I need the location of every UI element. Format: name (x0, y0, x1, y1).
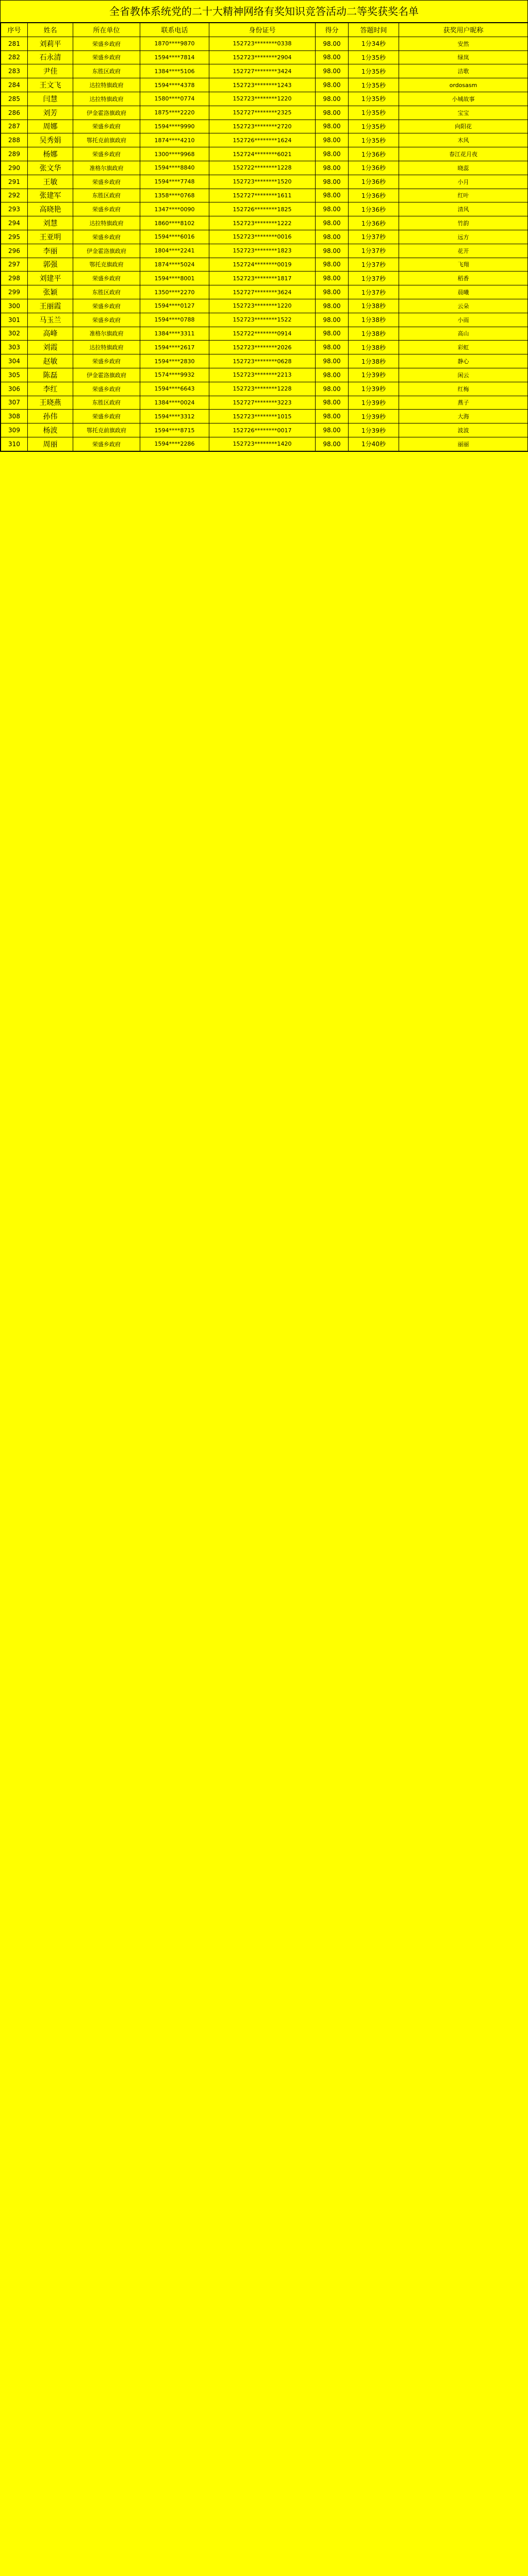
row-time: 1分37秒 (349, 272, 399, 285)
row-nickname: 花开 (399, 244, 528, 258)
row-nickname: 小月 (399, 175, 528, 189)
row-index: 291 (1, 175, 28, 189)
row-nickname: 洁歌 (399, 64, 528, 78)
row-time: 1分40秒 (349, 437, 399, 451)
row-name: 张颖 (28, 285, 73, 299)
row-score: 98.00 (316, 313, 349, 327)
row-idno: 152723********2904 (209, 50, 316, 64)
table-row (1, 133, 528, 147)
table-body (1, 37, 528, 451)
row-phone: 1580****0774 (140, 92, 209, 106)
row-idno: 152723********1817 (209, 272, 316, 285)
row-index: 298 (1, 272, 28, 285)
row-unit: 达拉特旗政府 (73, 92, 140, 106)
row-time: 1分38秒 (349, 327, 399, 341)
row-nickname: 清风 (399, 202, 528, 216)
row-unit: 荣盛乡政府 (73, 37, 140, 50)
header-score: 得分 (316, 23, 349, 37)
row-idno: 152723********1220 (209, 299, 316, 313)
row-time: 1分36秒 (349, 161, 399, 175)
row-phone: 1594****2830 (140, 354, 209, 368)
table-row (1, 327, 528, 341)
row-nickname: 云朵 (399, 299, 528, 313)
row-score: 98.00 (316, 299, 349, 313)
row-score: 98.00 (316, 410, 349, 423)
row-score: 98.00 (316, 272, 349, 285)
row-index: 290 (1, 161, 28, 175)
row-time: 1分36秒 (349, 147, 399, 161)
row-phone: 1874****4210 (140, 133, 209, 147)
row-time: 1分35秒 (349, 92, 399, 106)
row-idno: 152723********2720 (209, 120, 316, 133)
row-idno: 152726********1825 (209, 202, 316, 216)
table-row (1, 272, 528, 285)
row-phone: 1594****0127 (140, 299, 209, 313)
row-score: 98.00 (316, 396, 349, 410)
row-nickname: 宝宝 (399, 106, 528, 120)
row-phone: 1384****3311 (140, 327, 209, 341)
row-time: 1分37秒 (349, 244, 399, 258)
row-score: 98.00 (316, 64, 349, 78)
row-idno: 152726********0017 (209, 423, 316, 437)
row-idno: 152723********1522 (209, 313, 316, 327)
row-nickname: 竹韵 (399, 216, 528, 230)
row-phone: 1860****8102 (140, 216, 209, 230)
row-score: 98.00 (316, 133, 349, 147)
row-name: 王敏 (28, 175, 73, 189)
row-index: 305 (1, 368, 28, 382)
row-unit: 荣盛乡政府 (73, 272, 140, 285)
row-time: 1分37秒 (349, 285, 399, 299)
row-unit: 荣盛乡政府 (73, 175, 140, 189)
row-name: 周丽 (28, 437, 73, 451)
row-time: 1分39秒 (349, 423, 399, 437)
row-index: 303 (1, 341, 28, 354)
row-nickname: 小城故事 (399, 92, 528, 106)
row-score: 98.00 (316, 106, 349, 120)
header-time: 答题时间 (349, 23, 399, 37)
row-nickname: 远方 (399, 230, 528, 244)
table-row (1, 258, 528, 272)
row-idno: 152723********2213 (209, 368, 316, 382)
row-idno: 152723********1243 (209, 78, 316, 92)
row-name: 刘霞 (28, 341, 73, 354)
table-row (1, 202, 528, 216)
row-unit: 伊金霍洛旗政府 (73, 106, 140, 120)
award-list-sheet (0, 0, 528, 452)
row-nickname: 安然 (399, 37, 528, 50)
page-title: 全省教体系统党的二十大精神网络有奖知识竞答活动二等奖获奖名单 (1, 1, 527, 23)
row-name: 张建军 (28, 189, 73, 202)
row-unit: 伊金霍洛旗政府 (73, 244, 140, 258)
row-score: 98.00 (316, 37, 349, 50)
row-index: 304 (1, 354, 28, 368)
header-phone: 联系电话 (140, 23, 209, 37)
row-index: 293 (1, 202, 28, 216)
row-phone: 1384****0024 (140, 396, 209, 410)
row-score: 98.00 (316, 120, 349, 133)
row-unit: 准格尔旗政府 (73, 161, 140, 175)
row-unit: 达拉特旗政府 (73, 78, 140, 92)
row-index: 282 (1, 50, 28, 64)
row-unit: 荣盛乡政府 (73, 382, 140, 396)
row-phone: 1300****9968 (140, 147, 209, 161)
row-index: 309 (1, 423, 28, 437)
row-index: 294 (1, 216, 28, 230)
row-index: 302 (1, 327, 28, 341)
row-nickname: 彩虹 (399, 341, 528, 354)
row-name: 王文飞 (28, 78, 73, 92)
row-idno: 152723********1520 (209, 175, 316, 189)
row-nickname: 波波 (399, 423, 528, 437)
header-idno: 身份证号 (209, 23, 316, 37)
row-index: 286 (1, 106, 28, 120)
row-name: 吴秀娟 (28, 133, 73, 147)
row-nickname: 稻香 (399, 272, 528, 285)
row-score: 98.00 (316, 50, 349, 64)
row-unit: 荣盛乡政府 (73, 437, 140, 451)
row-phone: 1594****9990 (140, 120, 209, 133)
row-name: 杨波 (28, 423, 73, 437)
row-index: 295 (1, 230, 28, 244)
row-phone: 1594****2617 (140, 341, 209, 354)
row-name: 李红 (28, 382, 73, 396)
row-score: 98.00 (316, 175, 349, 189)
row-phone: 1594****7748 (140, 175, 209, 189)
table-header-row (1, 23, 528, 37)
row-time: 1分35秒 (349, 78, 399, 92)
row-nickname: 高山 (399, 327, 528, 341)
row-nickname: 飞翔 (399, 258, 528, 272)
row-unit: 荣盛乡政府 (73, 354, 140, 368)
table-row (1, 216, 528, 230)
row-name: 刘芳 (28, 106, 73, 120)
row-score: 98.00 (316, 92, 349, 106)
table-row (1, 189, 528, 202)
row-time: 1分38秒 (349, 313, 399, 327)
table-row (1, 423, 528, 437)
row-name: 尹佳 (28, 64, 73, 78)
row-time: 1分36秒 (349, 202, 399, 216)
header-unit: 所在单位 (73, 23, 140, 37)
row-score: 98.00 (316, 78, 349, 92)
row-nickname: ordosasm (399, 78, 528, 92)
row-unit: 荣盛乡政府 (73, 120, 140, 133)
row-nickname: 晓蕊 (399, 161, 528, 175)
row-nickname: 向阳花 (399, 120, 528, 133)
row-phone: 1350****2270 (140, 285, 209, 299)
row-name: 刘建平 (28, 272, 73, 285)
row-time: 1分35秒 (349, 133, 399, 147)
row-score: 98.00 (316, 341, 349, 354)
header-name: 姓名 (28, 23, 73, 37)
row-idno: 152723********1220 (209, 92, 316, 106)
table-row (1, 244, 528, 258)
row-index: 283 (1, 64, 28, 78)
row-unit: 荣盛乡政府 (73, 50, 140, 64)
row-nickname: 红叶 (399, 189, 528, 202)
row-time: 1分34秒 (349, 37, 399, 50)
row-phone: 1870****9870 (140, 37, 209, 50)
row-phone: 1594****8715 (140, 423, 209, 437)
row-unit: 荣盛乡政府 (73, 202, 140, 216)
row-time: 1分39秒 (349, 396, 399, 410)
row-index: 308 (1, 410, 28, 423)
table-row (1, 299, 528, 313)
row-idno: 152727********3624 (209, 285, 316, 299)
table-row (1, 354, 528, 368)
row-unit: 鄂托克前旗政府 (73, 133, 140, 147)
row-name: 王丽霞 (28, 299, 73, 313)
row-score: 98.00 (316, 216, 349, 230)
table-row (1, 230, 528, 244)
table-row (1, 50, 528, 64)
row-unit: 荣盛乡政府 (73, 299, 140, 313)
row-time: 1分37秒 (349, 230, 399, 244)
header-index: 序号 (1, 23, 28, 37)
row-index: 289 (1, 147, 28, 161)
row-idno: 152726********1624 (209, 133, 316, 147)
row-phone: 1594****2286 (140, 437, 209, 451)
row-phone: 1574****9932 (140, 368, 209, 382)
row-time: 1分38秒 (349, 354, 399, 368)
row-idno: 152723********0016 (209, 230, 316, 244)
table-row (1, 161, 528, 175)
row-idno: 152727********3424 (209, 64, 316, 78)
row-score: 98.00 (316, 161, 349, 175)
row-unit: 荣盛乡政府 (73, 410, 140, 423)
row-time: 1分35秒 (349, 64, 399, 78)
row-name: 郭强 (28, 258, 73, 272)
row-time: 1分39秒 (349, 368, 399, 382)
row-unit: 东胜区政府 (73, 396, 140, 410)
row-index: 284 (1, 78, 28, 92)
table-row (1, 396, 528, 410)
table-row (1, 92, 528, 106)
row-name: 王亚明 (28, 230, 73, 244)
row-unit: 鄂托克旗政府 (73, 258, 140, 272)
row-idno: 152723********2026 (209, 341, 316, 354)
row-idno: 152727********1611 (209, 189, 316, 202)
row-phone: 1594****6643 (140, 382, 209, 396)
row-score: 98.00 (316, 368, 349, 382)
row-phone: 1358****0768 (140, 189, 209, 202)
row-name: 陈磊 (28, 368, 73, 382)
row-idno: 152723********1823 (209, 244, 316, 258)
row-time: 1分39秒 (349, 410, 399, 423)
row-nickname: 燕子 (399, 396, 528, 410)
row-time: 1分38秒 (349, 299, 399, 313)
row-unit: 荣盛乡政府 (73, 147, 140, 161)
row-unit: 东胜区政府 (73, 285, 140, 299)
row-idno: 152723********1015 (209, 410, 316, 423)
row-score: 98.00 (316, 327, 349, 341)
header-nickname: 获奖用户昵称 (399, 23, 528, 37)
row-name: 高峰 (28, 327, 73, 341)
row-score: 98.00 (316, 437, 349, 451)
row-idno: 152722********0914 (209, 327, 316, 341)
row-phone: 1594****8001 (140, 272, 209, 285)
row-phone: 1594****6016 (140, 230, 209, 244)
row-nickname: 绿岚 (399, 50, 528, 64)
row-phone: 1804****2241 (140, 244, 209, 258)
row-name: 马玉兰 (28, 313, 73, 327)
row-name: 周娜 (28, 120, 73, 133)
row-index: 306 (1, 382, 28, 396)
row-phone: 1874****5024 (140, 258, 209, 272)
row-name: 孙伟 (28, 410, 73, 423)
row-nickname: 晨曦 (399, 285, 528, 299)
row-index: 292 (1, 189, 28, 202)
table-row (1, 175, 528, 189)
row-unit: 东胜区政府 (73, 64, 140, 78)
row-name: 刘莉平 (28, 37, 73, 50)
row-nickname: 闲云 (399, 368, 528, 382)
table-row (1, 120, 528, 133)
table-row (1, 341, 528, 354)
row-idno: 152723********0628 (209, 354, 316, 368)
row-unit: 荣盛乡政府 (73, 313, 140, 327)
row-idno: 152722********1228 (209, 161, 316, 175)
row-nickname: 春江花月夜 (399, 147, 528, 161)
table-row (1, 64, 528, 78)
row-nickname: 大海 (399, 410, 528, 423)
row-phone: 1594****4378 (140, 78, 209, 92)
row-nickname: 红梅 (399, 382, 528, 396)
row-index: 297 (1, 258, 28, 272)
row-name: 赵敏 (28, 354, 73, 368)
row-name: 高晓艳 (28, 202, 73, 216)
row-index: 310 (1, 437, 28, 451)
row-idno: 152727********2325 (209, 106, 316, 120)
row-phone: 1875****2220 (140, 106, 209, 120)
row-name: 石永清 (28, 50, 73, 64)
table-row (1, 313, 528, 327)
row-time: 1分36秒 (349, 216, 399, 230)
row-score: 98.00 (316, 285, 349, 299)
row-idno: 152723********0338 (209, 37, 316, 50)
row-index: 285 (1, 92, 28, 106)
row-nickname: 丽丽 (399, 437, 528, 451)
row-score: 98.00 (316, 189, 349, 202)
row-unit: 达拉特旗政府 (73, 216, 140, 230)
row-index: 307 (1, 396, 28, 410)
row-score: 98.00 (316, 382, 349, 396)
row-nickname: 木风 (399, 133, 528, 147)
row-score: 98.00 (316, 202, 349, 216)
row-unit: 准格尔旗政府 (73, 327, 140, 341)
table-row (1, 382, 528, 396)
row-index: 300 (1, 299, 28, 313)
row-score: 98.00 (316, 354, 349, 368)
row-idno: 152723********1420 (209, 437, 316, 451)
row-phone: 1594****0788 (140, 313, 209, 327)
row-idno: 152723********1228 (209, 382, 316, 396)
row-score: 98.00 (316, 258, 349, 272)
row-name: 张文华 (28, 161, 73, 175)
row-time: 1分35秒 (349, 120, 399, 133)
row-name: 闫慧 (28, 92, 73, 106)
row-time: 1分35秒 (349, 50, 399, 64)
row-nickname: 小雨 (399, 313, 528, 327)
row-name: 刘慧 (28, 216, 73, 230)
table-row (1, 37, 528, 50)
row-unit: 达拉特旗政府 (73, 341, 140, 354)
row-name: 杨娜 (28, 147, 73, 161)
row-time: 1分35秒 (349, 106, 399, 120)
row-phone: 1594****8840 (140, 161, 209, 175)
table-row (1, 106, 528, 120)
row-unit: 荣盛乡政府 (73, 230, 140, 244)
row-phone: 1594****3312 (140, 410, 209, 423)
row-idno: 152724********0019 (209, 258, 316, 272)
row-score: 98.00 (316, 230, 349, 244)
row-index: 281 (1, 37, 28, 50)
row-idno: 152724********6021 (209, 147, 316, 161)
row-name: 李丽 (28, 244, 73, 258)
table-row (1, 437, 528, 451)
table-row (1, 410, 528, 423)
row-name: 王晓燕 (28, 396, 73, 410)
row-score: 98.00 (316, 423, 349, 437)
row-time: 1分37秒 (349, 258, 399, 272)
award-table (1, 23, 528, 451)
row-phone: 1594****7814 (140, 50, 209, 64)
row-index: 296 (1, 244, 28, 258)
row-time: 1分36秒 (349, 189, 399, 202)
row-phone: 1347****0090 (140, 202, 209, 216)
row-unit: 鄂托克前旗政府 (73, 423, 140, 437)
row-idno: 152723********1222 (209, 216, 316, 230)
row-unit: 东胜区政府 (73, 189, 140, 202)
row-index: 299 (1, 285, 28, 299)
row-index: 287 (1, 120, 28, 133)
row-time: 1分36秒 (349, 175, 399, 189)
row-index: 301 (1, 313, 28, 327)
row-nickname: 静心 (399, 354, 528, 368)
table-row (1, 285, 528, 299)
table-row (1, 368, 528, 382)
row-time: 1分39秒 (349, 382, 399, 396)
row-score: 98.00 (316, 147, 349, 161)
row-time: 1分38秒 (349, 341, 399, 354)
row-phone: 1384****5106 (140, 64, 209, 78)
row-score: 98.00 (316, 244, 349, 258)
row-unit: 伊金霍洛旗政府 (73, 368, 140, 382)
row-index: 288 (1, 133, 28, 147)
table-row (1, 147, 528, 161)
row-idno: 152727********3223 (209, 396, 316, 410)
table-row (1, 78, 528, 92)
